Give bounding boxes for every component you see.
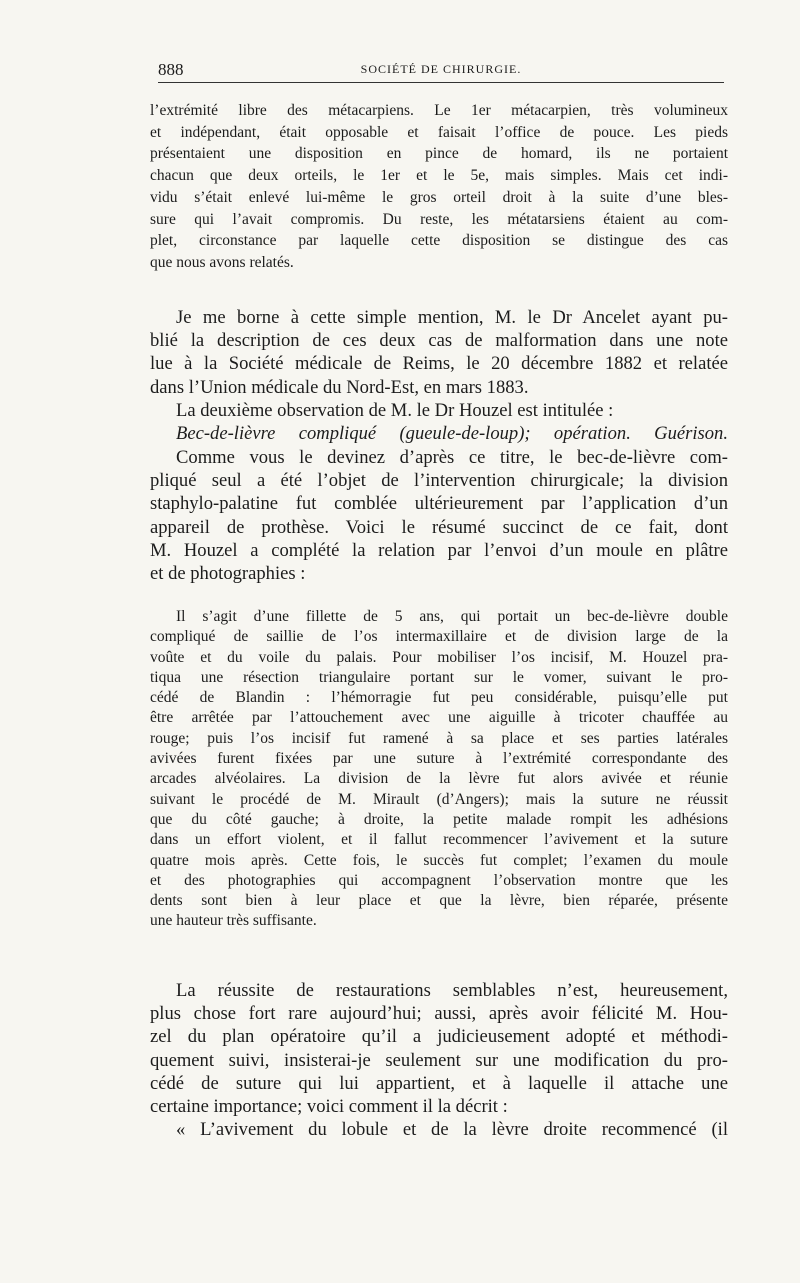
paragraph-intervention [150, 446, 728, 585]
text-line: Il s’agit d’une fillette de 5 ans, qui portait un bec-de-lièvre double [176, 608, 728, 625]
text-line: cédé de suture qui lui appartient, et à laquelle il attache une [150, 1072, 728, 1094]
text-line: cédé de Blandin : l’hémorragie fut peu considérable, puisqu’elle put [150, 689, 728, 707]
text-line: « L’avivement du lobule et de la lèvre droite recommencé (il [176, 1119, 728, 1141]
text-line: présentaient une disposition en pince de homard, ils ne portaient [150, 145, 728, 163]
paragraph-restorations [150, 979, 728, 1141]
text-line: voûte et du voile du palais. Pour mobiliser l’os incisif, M. Houzel pra- [150, 648, 728, 666]
observation-title: Bec-de-lièvre compliqué (gueule-de-loup); opération. Guérison. [176, 423, 728, 445]
text-line: que nous avons relatés. [150, 253, 294, 271]
text-line: suivant le procédé de M. Mirault (d’Angers); mais la suture ne réussit [150, 790, 728, 808]
text-line: Je me borne à cette simple mention, M. le Dr Ancelet ayant pu- [176, 307, 728, 328]
text-line: et de photographies : [150, 563, 306, 585]
text-line: quatre mois après. Cette fois, le succès fut complet; l’examen du moule [150, 851, 728, 869]
paragraph-mention [150, 306, 728, 445]
text-line: M. Houzel a complété la relation par l’envoi d’un moule en plâtre [150, 539, 728, 561]
text-line: sure qui l’avait compromis. Du reste, les métatarsiens étaient au com- [150, 210, 728, 228]
page-number: 888 [158, 60, 184, 79]
observation-summary [150, 607, 728, 932]
text-line: compliqué de saillie de l’os intermaxillaire et de division large de la [150, 628, 728, 646]
text-line: lue à la Société médicale de Reims, le 20 décembre 1882 et relatée [150, 353, 728, 375]
text-line: rouge; puis l’os incisif fut ramené à sa place et ses parties latérales [150, 729, 728, 747]
text-line: zel du plan opératoire qu’il a judicieusement adopté et méthodi- [150, 1026, 728, 1048]
text-line: avivées furent fixées par une suture à l’extrémité correspondante des [150, 750, 728, 768]
text-line: dans un effort violent, et il fallut recommencer l’avivement et la suture [150, 831, 728, 849]
text-line: dents sont bien à leur place et que la lèvre, bien réparée, présente [150, 892, 728, 910]
text-line: vidu s’était enlevé lui-même le gros orteil droit à la suite d’une bles- [150, 188, 728, 206]
running-head: SOCIÉTÉ DE CHIRURGIE. [360, 62, 522, 76]
text-line: certaine importance; voici comment il la décrit : [150, 1096, 508, 1118]
text-line: être arrêtée par l’attouchement avec une aiguille à tricoter chauffée au [150, 709, 728, 727]
paragraph-metacarpals [150, 100, 728, 274]
text-line: tiqua une résection triangulaire portant sur le vomer, suivant le pro- [150, 668, 728, 686]
text-line: La réussite de restaurations semblables n’est, heureusement, [176, 980, 728, 1001]
text-line: et des photographies qui accompagnent l’observation montre que les [150, 871, 728, 889]
text-line: Comme vous le devinez d’après ce titre, le bec-de-lièvre com- [176, 447, 728, 468]
text-line: arcades alvéolaires. La division de la lèvre fut alors avivée et réunie [150, 770, 728, 788]
text-line: pliqué seul a été l’objet de l’intervention chirurgicale; la division [150, 470, 728, 492]
text-line: chacun que deux orteils, le 1er et le 5e, mais simples. Mais cet indi- [150, 167, 728, 185]
text-line: quement suivi, insisterai-je seulement sur une modification du pro- [150, 1049, 728, 1071]
text-line: que du côté gauche; à droite, la petite malade rompit les adhésions [150, 810, 728, 828]
text-line: La deuxième observation de M. le Dr Houzel est intitulée : [176, 399, 614, 421]
text-line: blié la description de ces deux cas de malformation dans une note [150, 330, 728, 352]
text-line: plet, circonstance par laquelle cette disposition se distingue des cas [150, 232, 728, 250]
text-line: plus chose fort rare aujourd’hui; aussi, après avoir félicité M. Hou- [150, 1003, 728, 1025]
text-line: appareil de prothèse. Voici le résumé succinct de ce fait, dont [150, 516, 728, 538]
text-line: dans l’Union médicale du Nord-Est, en mars 1883. [150, 376, 529, 398]
text-line: staphylo-palatine fut comblée ultérieurement par l’application d’un [150, 493, 728, 515]
page-header [158, 58, 724, 83]
text-line: et indépendant, était opposable et faisait l’office de pouce. Les pieds [150, 123, 728, 141]
text-line: l’extrémité libre des métacarpiens. Le 1er métacarpien, très volumineux [150, 102, 728, 119]
text-line: une hauteur très suffisante. [150, 912, 317, 930]
